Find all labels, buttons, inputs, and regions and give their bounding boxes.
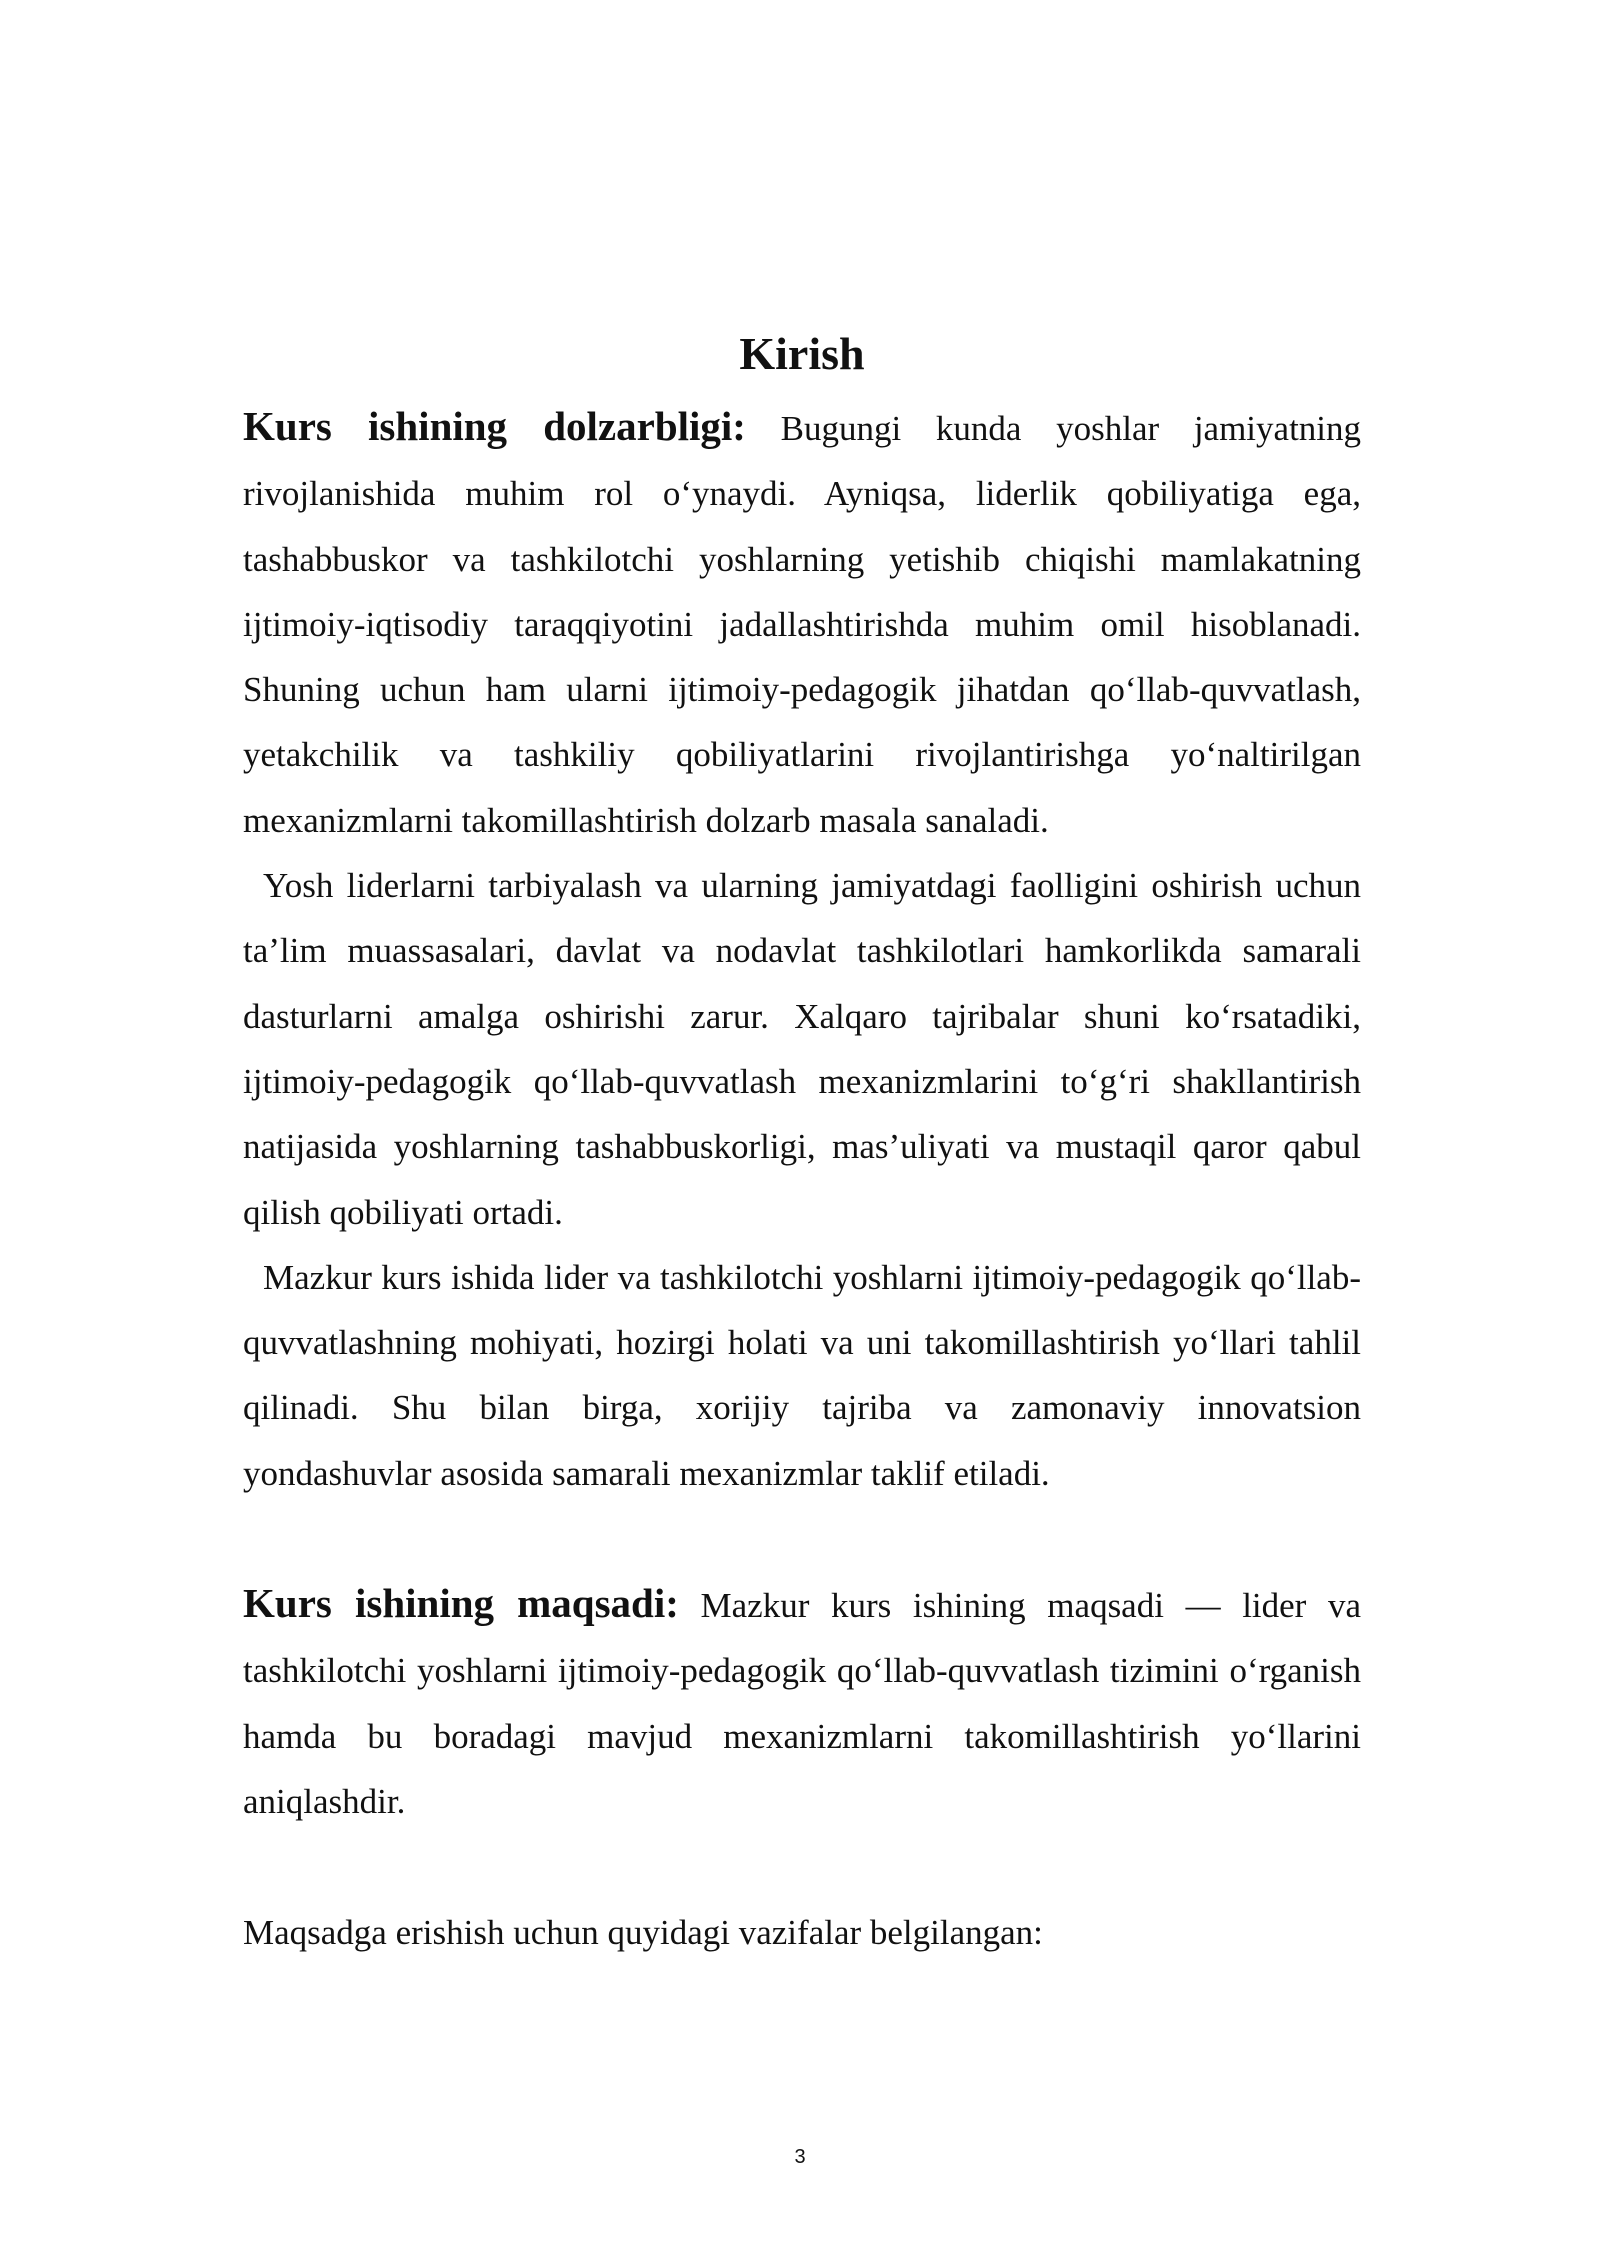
section-spacer bbox=[243, 1834, 1361, 1900]
page-number: 3 bbox=[794, 2146, 806, 2168]
course-work-paragraph: Mazkur kurs ishida lider va tashkilotchi yoshlarni ijtimoiy-pedagogik qo‘llab-quvvatlashning mohiyati, hozirgi holati va uni takomillashtirish yo‘llari tahlil qilinadi. Shu bilan birga, xorijiy tajriba va zamonaviy innovatsion yondashuvlar asosida samarali mexanizmlar taklif etiladi. bbox=[243, 1257, 1361, 1493]
page-title: Kirish bbox=[739, 328, 865, 379]
leaders-paragraph: Yosh liderlarni tarbiyalash va ularning jamiyatdagi faolligini oshirish uchun ta’lim muassasalari, davlat va nodavlat tashkilotlari hamkorlikda samarali dasturlarni amalga oshirishi zarur. Xalqaro tajribalar shuni ko‘rsatadiki, ijtimoiy-pedagogik qo‘llab-quvvatlash mexanizmlarini to‘g‘ri shakllantirish natijasida yoshlarning tashabbuskorligi, mas’uliyati va mustaqil qaror qabul qilish qobiliyati ortadi. bbox=[243, 866, 1361, 1232]
document-body bbox=[243, 318, 1361, 1966]
relevance-paragraph bbox=[243, 394, 1361, 853]
goal-text: Mazkur kurs ishining maqsadi — lider va tashkilotchi yoshlarni ijtimoiy-pedagogik qo‘llab-quvvatlash tizimini o‘rganish hamda bu boradagi mavjud mexanizmlarni takomillashtirish yo‘llarini aniqlashdir. bbox=[243, 1586, 1361, 1821]
relevance-heading: Kurs ishining dolzarbligi: bbox=[243, 403, 746, 449]
tasks-intro: Maqsadga erishish uchun quyidagi vazifalar belgilangan: bbox=[243, 1913, 1043, 1953]
goal-paragraph bbox=[243, 1571, 1361, 1834]
goal-heading: Kurs ishining maqsadi: bbox=[243, 1580, 679, 1627]
section-spacer bbox=[243, 1506, 1361, 1571]
relevance-text: Bugungi kunda yoshlar jamiyatning rivojlanishida muhim rol o‘ynaydi. Ayniqsa, liderlik qobiliyatiga ega, tashabbuskor va tashkilotchi yoshlarning yetishib chiqishi mamlakatning ijtimoiy-iqtisodiy taraqqiyotini jadallashtirishda muhim omil hisoblanadi. Shuning uchun ham ularni ijtimoiy-pedagogik jihatdan qo‘llab-quvvatlash, yetakchilik va tashkiliy qobiliyatlarini rivojlantirishga yo‘naltirilgan mexanizmlarni takomillashtirish dolzarb masala sanaladi. bbox=[243, 409, 1362, 840]
